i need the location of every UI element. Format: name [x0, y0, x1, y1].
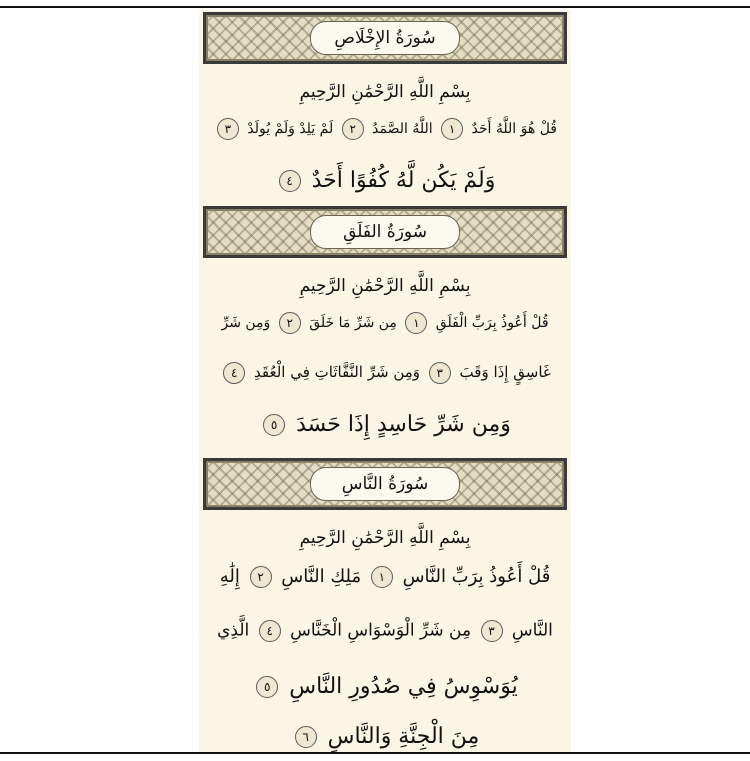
- bismillah: بِسْمِ اللَّهِ الرَّحْمَٰنِ الرَّحِيمِ: [299, 528, 471, 548]
- ayah-number-marker: ٢: [279, 312, 301, 334]
- verse-text: يُوَسْوِسُ فِي صُدُورِ النَّاسِ: [282, 674, 518, 699]
- ayah-number-marker: ٤: [259, 620, 281, 642]
- ayah-number-marker: ٦: [295, 726, 317, 748]
- verse-text: قُلْ هُوَ اللَّهُ أَحَدٌ: [467, 121, 557, 137]
- top-border: [0, 6, 750, 8]
- surah-title: سُورَةُ الفَلَقِ: [310, 215, 460, 249]
- verse-line: [213, 724, 557, 749]
- ayah-number-marker: ٤: [279, 170, 301, 192]
- verse-text: وَمِن شَرِّ: [221, 315, 275, 331]
- verse-text: غَاسِقٍ إِذَا وَقَبَ: [454, 363, 551, 381]
- verse-text: الَّذِي: [217, 620, 255, 641]
- ayah-number-marker: ١: [405, 312, 427, 334]
- ayah-number-marker: ١: [371, 566, 393, 588]
- verse-text: النَّاسِ: [506, 620, 553, 641]
- verse-text: مَلِكِ النَّاسِ: [275, 566, 367, 587]
- verse-line: [213, 620, 557, 642]
- bismillah: بِسْمِ اللَّهِ الرَّحْمَٰنِ الرَّحِيمِ: [299, 276, 471, 296]
- verse-line: [213, 312, 557, 334]
- ayah-number-marker: ٥: [256, 676, 278, 698]
- ayah-number-marker: ٤: [223, 362, 245, 384]
- verse-text: وَمِن شَرِّ النَّفَّاثَاتِ فِي الْعُقَدِ: [249, 363, 425, 381]
- surah-header: [203, 206, 567, 258]
- bismillah: بِسْمِ اللَّهِ الرَّحْمَٰنِ الرَّحِيمِ: [299, 82, 471, 102]
- bottom-border: [0, 752, 750, 754]
- ayah-number-marker: ١: [441, 118, 463, 140]
- ayah-number-marker: ٣: [481, 620, 503, 642]
- ayah-number-marker: ٣: [429, 362, 451, 384]
- verse-text: قُلْ أَعُوذُ بِرَبِّ الْفَلَقِ: [431, 315, 549, 331]
- ayah-number-marker: ٣: [217, 118, 239, 140]
- verse-line: [213, 674, 557, 699]
- ayah-number-marker: ٢: [342, 118, 364, 140]
- verse-text: وَلَمْ يَكُن لَّهُ كُفُوًا أَحَدٌ: [304, 168, 496, 193]
- ayah-number-marker: ٢: [250, 566, 272, 588]
- verse-text: وَمِن شَرِّ حَاسِدٍ إِذَا حَسَدَ: [289, 412, 511, 437]
- verse-line: [213, 566, 557, 588]
- verse-line: [213, 362, 557, 384]
- verse-line: [213, 118, 557, 140]
- verse-line: [213, 412, 557, 437]
- ayah-number-marker: ٥: [263, 414, 285, 436]
- verse-text: قُلْ أَعُوذُ بِرَبِّ النَّاسِ: [396, 566, 551, 587]
- verse-text: مِن شَرِّ مَا خَلَقَ: [304, 315, 402, 331]
- verse-text: مِن شَرِّ الْوَسْوَاسِ الْخَنَّاسِ: [284, 620, 477, 641]
- verse-text: إِلَٰهِ: [219, 566, 246, 587]
- quran-page: [199, 10, 571, 752]
- verse-line: [213, 168, 557, 193]
- surah-title: سُورَةُ الإِخْلَاصِ: [310, 21, 460, 55]
- surah-header: [203, 12, 567, 64]
- verse-text: لَمْ يَلِدْ وَلَمْ يُولَدْ: [242, 121, 338, 137]
- verse-text: مِنَ الْجِنَّةِ وَالنَّاسِ: [320, 724, 480, 749]
- surah-title: سُورَةُ النَّاسِ: [310, 467, 460, 501]
- surah-header: [203, 458, 567, 510]
- verse-text: اللَّهُ الصَّمَدُ: [367, 121, 438, 137]
